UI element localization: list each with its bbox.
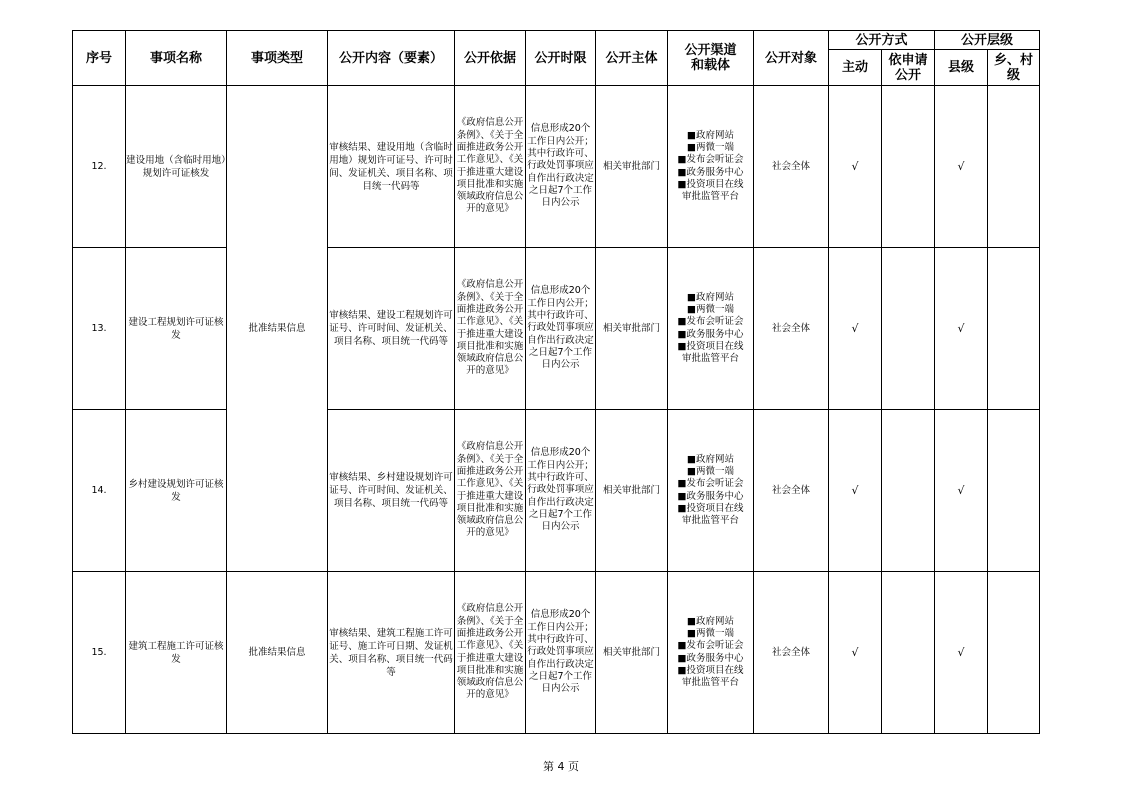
row-method-active: √ (829, 572, 882, 734)
row-basis: 《政府信息公开条例》、《关于全面推进政务公开工作意见》、《关于推进重大建设项目批准和实施领域政府信息公开的意见》 (455, 86, 526, 248)
row-level-county: √ (935, 248, 988, 410)
row-deadline: 信息形成20个工作日内公开；其中行政许可、行政处罚事项应自作出行政决定之日起7个工作日内公示 (526, 572, 596, 734)
header-channel (668, 31, 754, 86)
header-channel-text: 公开渠道和载体 (684, 43, 737, 73)
row-seq: 12. (73, 86, 126, 248)
channel-item: ■发布会听证会 (677, 640, 744, 652)
row-item-name: 建筑工程施工许可证核发 (126, 572, 227, 734)
channel-item: ■政务服务中心 (677, 166, 744, 178)
row-channels (668, 410, 754, 572)
header-level: 公开层级 (935, 31, 1040, 50)
channel-item: ■发布会听证会 (677, 316, 744, 328)
header-deadline: 公开时限 (526, 31, 596, 86)
row-target: 社会全体 (754, 248, 829, 410)
row-level-town (988, 410, 1040, 572)
row-subject: 相关审批部门 (596, 86, 668, 248)
header-seq: 序号 (73, 31, 126, 86)
channel-item: ■两微一端 (687, 627, 734, 639)
row-channels (668, 572, 754, 734)
header-item-type: 事项类型 (227, 31, 328, 86)
row-content: 审核结果、建设工程规划许可证号、许可时间、发证机关、项目名称、项目统一代码等 (328, 248, 455, 410)
header-method-request (882, 50, 935, 86)
row-target: 社会全体 (754, 86, 829, 248)
row-method-request (882, 410, 935, 572)
row-item-name: 建设工程规划许可证核发 (126, 248, 227, 410)
header-content: 公开内容（要素） (328, 31, 455, 86)
row-level-town (988, 86, 1040, 248)
header-method-active: 主动 (829, 50, 882, 86)
header-level-town-text: 乡、村级 (994, 52, 1034, 83)
header-method: 公开方式 (829, 31, 935, 50)
row-method-active: √ (829, 86, 882, 248)
row-deadline: 信息形成20个工作日内公开；其中行政许可、行政处罚事项应自作出行政决定之日起7个工作日内公示 (526, 86, 596, 248)
row-seq: 15. (73, 572, 126, 734)
channel-item: ■政府网站 (687, 129, 734, 141)
header-target: 公开对象 (754, 31, 829, 86)
channel-item: 审批监管平台 (681, 515, 739, 527)
row-content: 审核结果、建设用地（含临时用地）规划许可证号、许可时间、发证机关、项目名称、项目统一代码等 (328, 86, 455, 248)
channel-item: ■两微一端 (687, 303, 734, 315)
row-item-type: 批准结果信息 (227, 572, 328, 734)
row-level-town (988, 572, 1040, 734)
channel-item: ■发布会听证会 (677, 478, 744, 490)
row-content: 审核结果、建筑工程施工许可证号、施工许可日期、发证机关、项目名称、项目统一代码等 (328, 572, 455, 734)
row-subject: 相关审批部门 (596, 572, 668, 734)
row-method-request (882, 86, 935, 248)
row-target: 社会全体 (754, 572, 829, 734)
row-basis: 《政府信息公开条例》、《关于全面推进政务公开工作意见》、《关于推进重大建设项目批准和实施领域政府信息公开的意见》 (455, 248, 526, 410)
row-item-type-merged: 批准结果信息 (227, 86, 328, 572)
row-method-active: √ (829, 410, 882, 572)
disclosure-table (72, 30, 1040, 734)
table-row (73, 248, 1040, 410)
row-level-town (988, 248, 1040, 410)
channel-item: ■政务服务中心 (677, 490, 744, 502)
row-seq: 13. (73, 248, 126, 410)
page-number: 第 4 页 (543, 760, 579, 773)
row-basis: 《政府信息公开条例》、《关于全面推进政务公开工作意见》、《关于推进重大建设项目批准和实施领域政府信息公开的意见》 (455, 572, 526, 734)
row-method-request (882, 572, 935, 734)
channel-item: ■政府网站 (687, 291, 734, 303)
row-subject: 相关审批部门 (596, 410, 668, 572)
header-basis: 公开依据 (455, 31, 526, 86)
channel-item: ■投资项目在线 (677, 340, 744, 352)
row-subject: 相关审批部门 (596, 248, 668, 410)
channel-item: ■投资项目在线 (677, 178, 744, 190)
header-subject: 公开主体 (596, 31, 668, 86)
row-target: 社会全体 (754, 410, 829, 572)
channel-item: ■政务服务中心 (677, 652, 744, 664)
row-basis: 《政府信息公开条例》、《关于全面推进政务公开工作意见》、《关于推进重大建设项目批准和实施领域政府信息公开的意见》 (455, 410, 526, 572)
row-seq: 14. (73, 410, 126, 572)
row-level-county: √ (935, 86, 988, 248)
channel-item: ■两微一端 (687, 141, 734, 153)
table-row (73, 410, 1040, 572)
channel-item: ■两微一端 (687, 465, 734, 477)
row-method-request (882, 248, 935, 410)
row-level-county: √ (935, 410, 988, 572)
table-row (73, 86, 1040, 248)
channel-item: ■政务服务中心 (677, 328, 744, 340)
row-channels (668, 248, 754, 410)
table-row (73, 572, 1040, 734)
channel-item: ■政府网站 (687, 453, 734, 465)
channel-item: ■发布会听证会 (677, 154, 744, 166)
row-item-name: 建设用地（含临时用地）规划许可证核发 (126, 86, 227, 248)
row-method-active: √ (829, 248, 882, 410)
header-level-county: 县级 (935, 50, 988, 86)
row-channels (668, 86, 754, 248)
header-method-request-text: 依申请公开 (888, 52, 928, 83)
header-item-name: 事项名称 (126, 31, 227, 86)
header-level-town (988, 50, 1040, 86)
channel-item: 审批监管平台 (681, 353, 739, 365)
row-deadline: 信息形成20个工作日内公开；其中行政许可、行政处罚事项应自作出行政决定之日起7个工作日内公示 (526, 248, 596, 410)
channel-item: 审批监管平台 (681, 677, 739, 689)
channel-item: 审批监管平台 (681, 191, 739, 203)
row-content: 审核结果、乡村建设规划许可证号、许可时间、发证机关、项目名称、项目统一代码等 (328, 410, 455, 572)
row-level-county: √ (935, 572, 988, 734)
row-deadline: 信息形成20个工作日内公开；其中行政许可、行政处罚事项应自作出行政决定之日起7个工作日内公示 (526, 410, 596, 572)
row-item-name: 乡村建设规划许可证核发 (126, 410, 227, 572)
channel-item: ■政府网站 (687, 615, 734, 627)
channel-item: ■投资项目在线 (677, 502, 744, 514)
channel-item: ■投资项目在线 (677, 664, 744, 676)
